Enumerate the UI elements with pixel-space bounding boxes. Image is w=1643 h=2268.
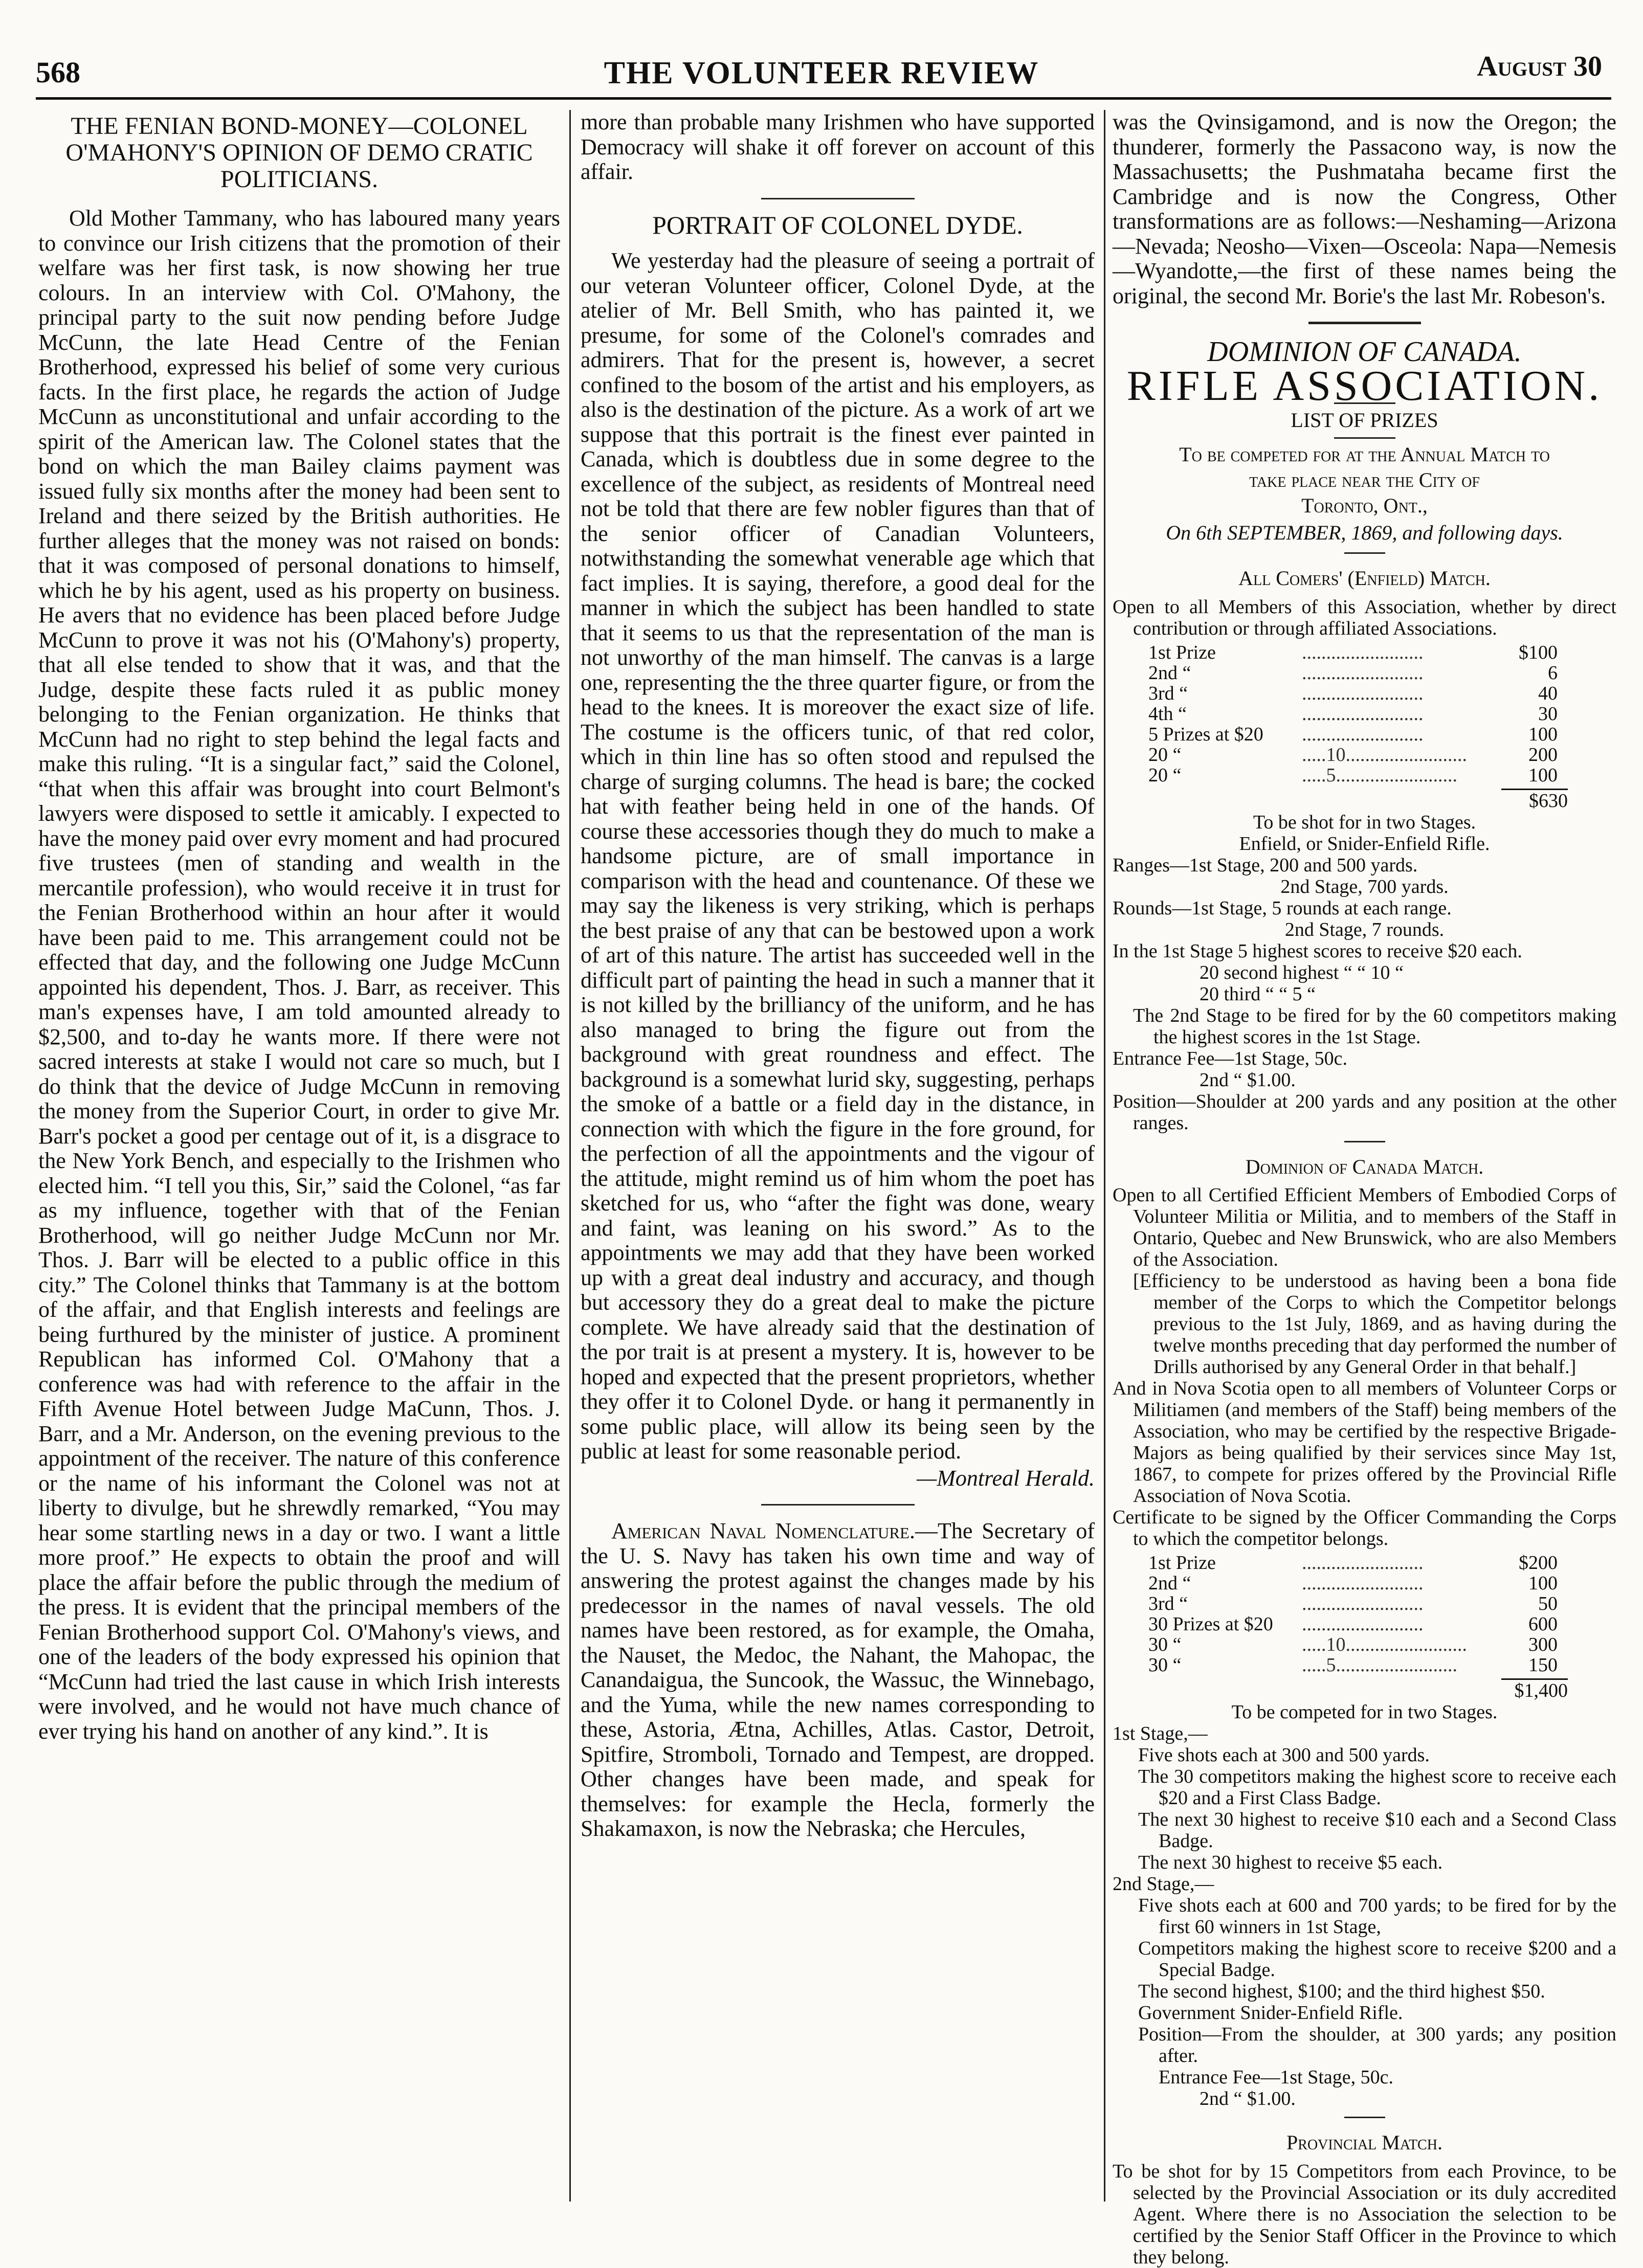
prize-detail-value: 10 <box>1326 744 1346 766</box>
all-comers-total: $630 <box>1501 789 1568 812</box>
list-of-prizes-heading: LIST OF PRIZES <box>1291 409 1438 432</box>
dominion-match-stage-1a: Five shots each at 300 and 500 yards. <box>1138 1744 1430 1766</box>
dominion-match-stage-1c: The next 30 highest to receive $10 each and a Second Class Badge. <box>1138 1809 1616 1852</box>
leader-dots: ..... <box>1302 1634 1326 1655</box>
dominion-match-heading: Dominion of Canada Match. <box>1245 1155 1484 1178</box>
prize-label: 2nd “ <box>1148 1573 1191 1594</box>
prize-amount: 200 <box>1528 744 1558 766</box>
prize-label: 20 “ <box>1148 764 1182 786</box>
prize-amount: 40 <box>1538 682 1558 704</box>
prize-label: 3rd “ <box>1148 1593 1188 1614</box>
dominion-match-stages: To be competed for in two Stages. <box>1231 1701 1498 1723</box>
dominion-heading: DOMINION OF CANADA. <box>1207 336 1522 368</box>
leader-dots: ..... <box>1302 764 1326 786</box>
prize-detail <box>1302 1655 1496 1675</box>
naval-article-body: —The Secretary of the U. S. Navy has taken his own time and way of answering the protest against the changes made by his predecessor in the names of naval vessels. The old names have been restored, as for example, the Omaha, the Nauset, the Medoc, the Nahant, the Mahopac, the Canandaigua, the Suncook, the Wassuc, the Winnebago, and the Yuma, while the new names corresponding to these, Astoria, Ætna, Achilles, Atlas. Castor, Detroit, Spitfire, Stromboli, Tornado and Tempest, are dropped. Other changes have been made, and speak for themselves: for example the Hecla, formerly the Shakamaxon, is now the Nebraska; che Hercules, <box>581 1518 1095 1841</box>
dominion-match-nova-scotia: And in Nova Scotia open to all members of Volunteer Corps or Militiamen (and members of the Staff) being members of the Association, who may be certified by the respective Brigade-Majors as being qualified by their services since May 1st, 1867, to compete for prizes offered by the Provincial Rifle Association of Nova Scotia. <box>1113 1378 1616 1507</box>
dominion-match-stage-2e: Position—From the shoulder, at 300 yards; any position after. <box>1138 2024 1616 2067</box>
prize-label: 1st Prize <box>1148 1552 1216 1574</box>
article-separator <box>1308 322 1421 324</box>
prize-detail <box>1302 683 1496 704</box>
prize-row <box>1148 663 1558 683</box>
prize-detail <box>1302 765 1496 785</box>
leader-dots: ..... <box>1302 1654 1326 1676</box>
dominion-match-stage-1d: The next 30 highest to receive $5 each. <box>1138 1852 1443 1873</box>
prize-row <box>1148 745 1558 765</box>
leader-dots: ......................... <box>1345 744 1467 766</box>
page-number: 568 <box>36 56 80 89</box>
dominion-match-certificate: Certificate to be signed by the Officer Commanding the Corps to which the competitor belongs. <box>1113 1507 1616 1550</box>
column-1 <box>38 110 560 2196</box>
all-comers-rounds-1: Rounds—1st Stage, 5 rounds at each range. <box>1113 897 1452 919</box>
prize-row <box>1148 1655 1558 1675</box>
prize-row <box>1148 1593 1558 1614</box>
prize-label: 5 Prizes at $20 <box>1148 723 1263 745</box>
prize-detail <box>1302 663 1496 683</box>
all-comers-highest-2: 20 second highest “ “ 10 “ <box>1200 961 1404 983</box>
leader-dots: ......................... <box>1302 703 1424 725</box>
prize-detail-value: 5 <box>1326 1654 1336 1676</box>
naval-article-continuation: was the Qvinsigamond, and is now the Oregon; the thunderer, formerly the Passacono way, is now the Massachusetts; the Pushmataha became first the Cambridge and is now the Congress, Other transformations are as follows:—Neshaming—Arizona—Nevada; Neosho—Vixen—Osceola: Napa—Nemesis—Wyandotte,—the first of these names being the original, the second Mr. Borie's the last Mr. Robeson's. <box>1113 109 1616 308</box>
portrait-article-credit: —Montreal Herald. <box>917 1465 1095 1491</box>
prize-amount: 100 <box>1528 723 1558 745</box>
prize-row <box>1148 1573 1558 1593</box>
prize-detail <box>1302 1573 1496 1593</box>
prize-amount: 300 <box>1528 1634 1558 1655</box>
leader-dots: ......................... <box>1336 764 1457 786</box>
dominion-match-stage-2b: Competitors making the highest score to receive $200 and a Special Badge. <box>1138 1938 1616 1981</box>
leader-dots: ......................... <box>1302 723 1424 745</box>
column-divider-1 <box>569 110 571 2202</box>
section-rule <box>1344 552 1385 554</box>
prize-amount: $200 <box>1519 1552 1558 1574</box>
prize-amount: 100 <box>1528 764 1558 786</box>
leader-dots: ......................... <box>1302 1552 1424 1574</box>
column-2 <box>581 110 1095 2196</box>
prize-amount: 50 <box>1538 1593 1558 1614</box>
prize-amount: 100 <box>1528 1573 1558 1594</box>
all-comers-heading: All Comers' (Enfield) Match. <box>1238 567 1491 590</box>
dominion-match-stage-2d: Government Snider-Enfield Rifle. <box>1138 2002 1403 2024</box>
all-comers-highest-1: In the 1st Stage 5 highest scores to receive $20 each. <box>1113 940 1522 962</box>
leader-dots: ......................... <box>1302 641 1424 663</box>
prize-row <box>1148 642 1558 663</box>
prize-row <box>1148 765 1558 785</box>
provincial-match-heading: Provincial Match. <box>1286 2131 1442 2154</box>
prize-detail <box>1302 745 1496 765</box>
dominion-match-stage-1b: The 30 competitors making the highest score to receive each $20 and a First Class Badge. <box>1138 1766 1616 1809</box>
fenian-article-continuation: more than probable many Irishmen who have supported Democracy will shake it off forever on account of this affair. <box>581 109 1095 184</box>
dominion-match-stage-2a: Five shots each at 600 and 700 yards; to be fired for by the first 60 winners in 1st Stage, <box>1138 1895 1616 1938</box>
competed-line-1: To be competed for at the Annual Match to <box>1179 442 1550 466</box>
dominion-match-intro: Open to all Certified Efficient Members of Embodied Corps of Volunteer Militia or Militia, and to members of the Staff in Ontario, Quebec and New Brunswick, who are also Members of the Association. <box>1113 1184 1616 1270</box>
naval-article <box>581 1519 1095 1842</box>
all-comers-prize-table <box>1148 642 1558 785</box>
all-comers-ranges-2: 2nd Stage, 700 yards. <box>1280 875 1449 897</box>
naval-article-lead: American Naval Nomenclature. <box>611 1518 915 1543</box>
leader-dots: ......................... <box>1302 682 1424 704</box>
prize-detail <box>1302 704 1496 724</box>
prize-label: 4th “ <box>1148 703 1187 725</box>
fenian-article-headline: THE FENIAN BOND-MONEY—COLONEL O'MAHONY'S OPINION OF DEMO CRATIC POLITICIANS. <box>65 113 533 193</box>
prize-label: 1st Prize <box>1148 641 1216 663</box>
fenian-article-body: Old Mother Tammany, who has laboured many years to convince our Irish citizens that the promotion of their welfare was her first task, is now showing her true colours. In an interview with Col. O'Mahony, the principal party to the suit now pending before Judge McCunn, the late Head Centre of the Fenian Brotherhood, expressed his belief of some very curious facts. In the first place, he regards the action of Judge McCunn as unconstitutional and unfair according to the spirit of the American law. The Colonel states that the bond on which the man Bailey claims payment was issued fully six months after the money had been sent to Ireland and there seized by the British authorities. He further alleges that the money was not raised on bonds: that it was composed of personal donations to himself, which he by his agent, used as his property on business. He avers that no evidence has been placed before Judge McCunn to prove it was not his (O'Mahony's) property, that all else tended to show that it was, and that the Judge, despite these facts ruled it as public money belonging to the Fenian organization. He thinks that McCunn had no right to step behind the legal facts and make this ruling. “It is a singular fact,” said the Colonel, “that when this affair was brought into court Belmont's lawyers were disposed to settle it amicably. I expected to have the money paid over evry moment and had procured five trustees (men of standing and wealth in the mercantile profession), who would receive it in trust for the Fenian Brotherhood within an hour after it would have been paid to me. This arrangement could not be effected that day, and the following one Judge McCunn appointed his dependent, Thos. J. Barr, as receiver. This man's expenses have, I am told amounted already to $2,500, and to-day he wants more. If there were not sacred interests at stake I would not care so much, but I do think that the device of Judge McCunn in removing the money from the Superior Court, in order to give Mr. Barr's pocket a good per centage out of it, is a disgrace to the New York Bench, and especially to the Irishmen who elected him. “I tell you this, Sir,” said the Colonel, “as far as my influence, together with that of the Fenian Brotherhood, will go neither Judge McCunn nor Mr. Thos. J. Barr will be elected to a public office in this city.” The Colonel thinks that Tammany is at the bottom of the affair, and that English interests and feelings are being furthured by the minister of justice. A prominent Republican has informed Col. O'Mahony that a conference was had with reference to the affair in the Fifth Avenue Hotel between Judge MaCunn, Thos. J. Barr, and a Mr. Anderson, on the evening previous to the appointment of the receiver. The nature of this conference or the name of his informant the Colonel was not at liberty to divulge, but he shrewdly remarked, “You may hear some startling news in a day or two. I want a little more proof.” He expects to obtain the proof and will place the affair before the public through the medium of the press. It is evident that the principal members of the Fenian Brotherhood support Col. O'Mahony's views, and one of the leaders of the body expressed his opinion that “McCunn had tried the last cause in which Irish interests were involved, and he would not have much chance of ever trying his hand on another of any kind.”. It is <box>38 206 560 1744</box>
dominion-match-fee-1: Entrance Fee—1st Stage, 50c. <box>1159 2067 1394 2088</box>
prize-label: 30 “ <box>1148 1634 1182 1655</box>
leader-dots: ......................... <box>1302 1593 1424 1614</box>
prize-amount: $100 <box>1519 641 1558 663</box>
prize-row <box>1148 683 1558 704</box>
all-comers-section <box>1113 596 1616 1134</box>
competed-line-3: Toronto, Ont., <box>1301 493 1428 517</box>
section-rule <box>1344 2117 1385 2118</box>
all-comers-stages: To be shot for in two Stages. <box>1253 811 1476 833</box>
all-comers-fee-1: Entrance Fee—1st Stage, 50c. <box>1113 1047 1348 1069</box>
prize-detail <box>1302 1553 1496 1573</box>
prize-detail <box>1302 1634 1496 1655</box>
provincial-match-text: To be shot for by 15 Competitors from each Province, to be selected by the Provincial Association or its duly accredited Agent. Where there is no Association the selection to be certified by the Senior Staff Officer in the Province to which they belong. <box>1113 2160 1616 2268</box>
dominion-match-fee-2: 2nd “ $1.00. <box>1200 2088 1296 2109</box>
column-divider-2 <box>1104 110 1105 2202</box>
prize-row <box>1148 1634 1558 1655</box>
rifle-association-heading: RIFLE ASSOCIATION. <box>1126 362 1603 410</box>
header-rule <box>36 97 1611 100</box>
portrait-article-body: We yesterday had the pleasure of seeing a portrait of our veteran Volunteer officer, Colonel Dyde, at the atelier of Mr. Bell Smith, who has painted it, we presume, for some of the Colonel's comrades and admirers. That for the present is, however, a secret confined to the bosom of the artist and his employers, as also is the destination of the picture. As a work of art we suppose that this portrait is the finest ever painted in Canada, which is doubtless due in some degree to the excellence of the subject, as residents of Montreal need not be told that there are few nobler figures than that of the senior officer of Canadian Volunteers, notwithstanding the somewhat venerable age which that fact implies. It is saying, therefore, a good deal for the manner in which the subject has been handled to state that it seems to us that the representation of the man is not unworthy of the man himself. The canvas is a large one, representing the the three quarter figure, or from the head to the knees. It is moreover the exact size of life. The costume is the officers tunic, of that red color, which in thin line has so often stood and repulsed the charge of surging columns. The head is bare; the cocked hat with feather being held in one of the hands. Of course these accessories though they do much to make a handsome picture, are of small importance in comparison with the head and countenance. Of these we may say the likeness is very striking, which is perhaps the best praise of any that can be bestowed upon a work of art of this nature. The artist has succeeded well in the difficult part of painting the head in such a manner that it is not killed by the brilliancy of the uniform, and he has also managed to bring the figure out from the background with great roundness and effect. The background is a somewhat lurid sky, suggesting, perhaps the smoke of a battle or a field day in the distance, in connection with which the figure in the fore ground, for the perfection of all the appointments and the vigour of the attitude, might remind us of him whom the poet has sketched for us, who “after the fight was done, weary and faint, was leaning on his sword.” As to the appointments we may add that they have been worked up with a great deal industry and accuracy, and though but accessory they do a great deal to make the picture complete. We have already said that the destination of the por trait is at present a mystery. It is, however to be hoped and expected that the present proprietors, whether they offer it to Colonel Dyde. or hang it permanently in some public place, will allow its being seen by the public at least for some reasonable period. <box>581 248 1095 1464</box>
prize-label: 2nd “ <box>1148 662 1191 684</box>
column-3 <box>1113 109 1616 2268</box>
prize-detail-value: 10 <box>1326 1634 1346 1655</box>
heading-rule <box>1334 437 1395 439</box>
leader-dots: ......................... <box>1302 1613 1424 1635</box>
leader-dots: ......................... <box>1302 1573 1424 1594</box>
prize-row <box>1148 724 1558 745</box>
leader-dots: ..... <box>1302 744 1326 766</box>
article-separator <box>761 1504 915 1506</box>
prize-amount: 30 <box>1538 703 1558 725</box>
all-comers-rifle: Enfield, or Snider-Enfield Rifle. <box>1239 833 1490 855</box>
leader-dots: ......................... <box>1302 662 1424 684</box>
prize-row <box>1148 1614 1558 1634</box>
prize-row <box>1148 1553 1558 1573</box>
all-comers-rounds-2: 2nd Stage, 7 rounds. <box>1284 918 1445 940</box>
leader-dots: ......................... <box>1345 1634 1467 1655</box>
prize-label: 30 “ <box>1148 1654 1182 1676</box>
prize-detail <box>1302 1614 1496 1634</box>
prize-detail <box>1302 724 1496 745</box>
publication-title: THE VOLUNTEER REVIEW <box>604 56 1039 91</box>
prize-detail-value: 5 <box>1326 764 1336 786</box>
competed-line-2: take place near the City of <box>1249 468 1480 491</box>
leader-dots: ......................... <box>1336 1654 1457 1676</box>
all-comers-ranges-1: Ranges—1st Stage, 200 and 500 yards. <box>1113 854 1418 876</box>
prize-detail <box>1302 642 1496 663</box>
dominion-match-section <box>1113 1184 1616 2109</box>
prize-row <box>1148 704 1558 724</box>
dominion-match-prize-table <box>1148 1553 1558 1675</box>
prize-label: 3rd “ <box>1148 682 1188 704</box>
match-date-line: On 6th SEPTEMBER, 1869, and following days. <box>1166 521 1563 544</box>
portrait-article-headline: PORTRAIT OF COLONEL DYDE. <box>652 210 1023 239</box>
all-comers-second-stage: The 2nd Stage to be fired for by the 60 competitors making the highest scores in the 1st Stage. <box>1133 1004 1616 1048</box>
prize-label: 30 Prizes at $20 <box>1148 1613 1273 1635</box>
prize-amount: 600 <box>1528 1613 1558 1635</box>
prize-amount: 150 <box>1528 1654 1558 1676</box>
all-comers-fee-2: 2nd “ $1.00. <box>1200 1069 1296 1091</box>
all-comers-highest-3: 20 third “ “ 5 “ <box>1200 983 1316 1005</box>
issue-date: August 30 <box>1477 51 1602 82</box>
article-separator <box>761 198 915 199</box>
dominion-match-total: $1,400 <box>1501 1678 1568 1701</box>
prize-label: 20 “ <box>1148 744 1182 766</box>
dominion-match-stage-1: 1st Stage,— <box>1113 1723 1208 1744</box>
provincial-match-section <box>1113 2161 1616 2268</box>
all-comers-intro: Open to all Members of this Association, whether by direct contribution or through affiliated Associations. <box>1113 596 1616 639</box>
dominion-match-efficiency: [Efficiency to be understood as having been a bona fide member of the Corps to which the Competitor belongs previous to the 1st July, 1869, and as having during the twelve months preceding that day performed the number of Drills authorised by any General Order in that behalf.] <box>1133 1270 1616 1378</box>
section-rule <box>1344 1141 1385 1142</box>
dominion-match-stage-2: 2nd Stage,— <box>1113 1873 1214 1895</box>
dominion-match-stage-2c: The second highest, $100; and the third highest $50. <box>1138 1981 1545 2002</box>
prize-detail <box>1302 1593 1496 1614</box>
prize-amount: 6 <box>1548 662 1558 684</box>
all-comers-position: Position—Shoulder at 200 yards and any position at the other ranges. <box>1113 1090 1616 1134</box>
